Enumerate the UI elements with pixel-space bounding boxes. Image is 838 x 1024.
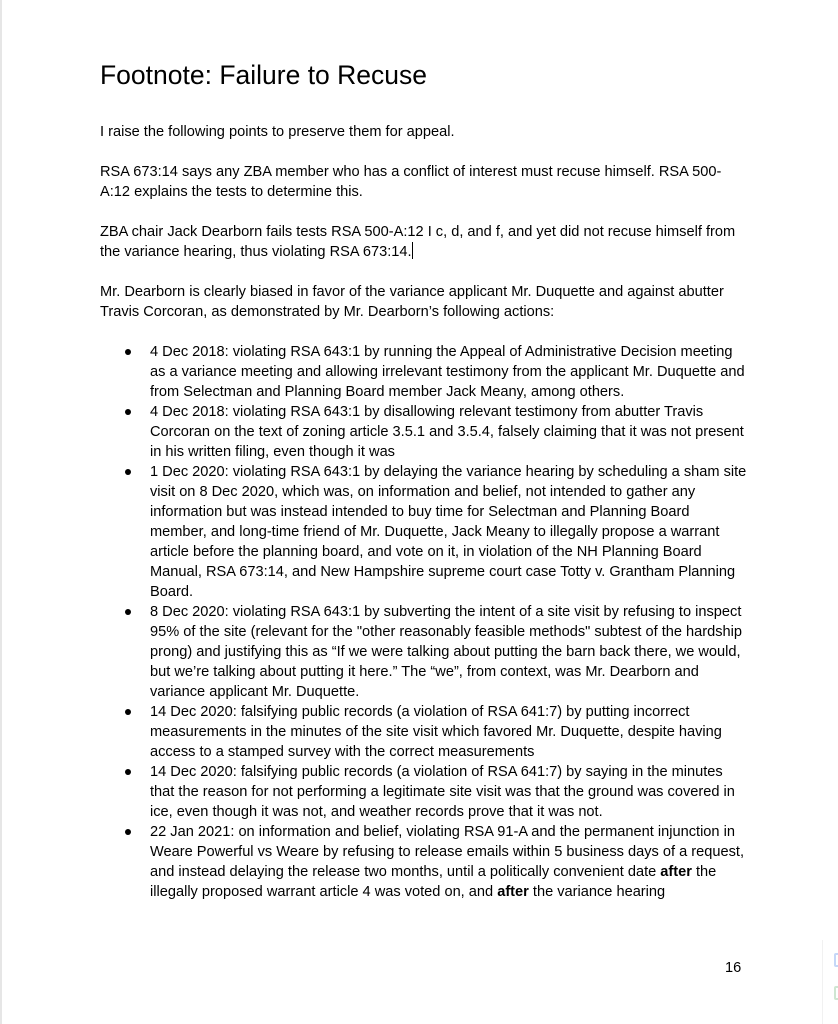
- page-title: Footnote: Failure to Recuse: [100, 60, 428, 90]
- bullet-icon: [125, 769, 131, 775]
- paragraph-chair-fails-tests: [100, 222, 740, 262]
- list-item: [100, 762, 748, 822]
- bullet-icon: [125, 709, 131, 715]
- bullet-icon: [125, 469, 131, 475]
- list-item-text-part: 22 Jan 2021: on information and belief, violating RSA 91-A and the permanent injunction in Weare Powerful vs Weare by refusing to release emails within 5 business days of a request, and instead delaying the release two months, until a politically convenient date: [150, 824, 745, 880]
- text-cursor: [412, 242, 413, 259]
- bullet-icon: [125, 349, 131, 355]
- add-comment-icon[interactable]: [834, 953, 838, 967]
- bold-emphasis: after: [660, 864, 692, 880]
- bullet-icon: [125, 609, 131, 615]
- list-item: [100, 702, 748, 762]
- side-actions-panel: [822, 940, 838, 1024]
- page-number: 16: [725, 960, 742, 976]
- list-item-text: 1 Dec 2020: violating RSA 643:1 by delaying the variance hearing by scheduling a sham site visit on 8 Dec 2020, which was, on information and belief, not intended to gather any information but was instead intended to buy time for Selectman and Planning Board member, and long-time friend of Mr. Duquette, Jack Meany to illegally propose a warrant article before the planning board, and vote on it, in violation of the NH Planning Board Manual, RSA 673:14, and New Hampshire supreme court case Totty v. Grantham Planning Board.: [150, 464, 747, 600]
- list-item-text: 14 Dec 2020: falsifying public records (a violation of RSA 641:7) by putting incorrect measurements in the minutes of the site visit which favored Mr. Duquette, despite having access to a stamped survey with the correct measurements: [150, 704, 722, 760]
- list-item-text-part: the illegally proposed warrant article 4 was voted on, and: [150, 864, 717, 900]
- list-item: [100, 602, 748, 702]
- list-item-text: 4 Dec 2018: violating RSA 643:1 by running the Appeal of Administrative Decision meeting as a variance meeting and allowing irrelevant testimony from the applicant Mr. Duquette and from Selectman and Planning Board member Jack Meany, among others.: [150, 344, 745, 400]
- list-item-text-part: the variance hearing: [528, 884, 666, 900]
- list-item-text: 8 Dec 2020: violating RSA 643:1 by subverting the intent of a site visit by refusing to inspect 95% of the site (relevant for the "other reasonably feasible methods" subtest of the hardship prong) and justifying this as “If we were talking about putting the barn back there, we would, but we’re talking about putting it here.” The “we”, from context, was Mr. Dearborn and variance applicant Mr. Duquette.: [150, 604, 743, 700]
- list-item-text: 14 Dec 2020: falsifying public records (a violation of RSA 641:7) by saying in the minutes that the reason for not performing a legitimate site visit was that the ground was covered in ice, even though it was not, and weather records prove that it was not.: [150, 764, 735, 820]
- bullet-icon: [125, 829, 131, 835]
- paragraph-rsa-recusal: RSA 673:14 says any ZBA member who has a conflict of interest must recuse himself. RSA 500-A:12 explains the tests to determine this.: [100, 164, 722, 200]
- list-item: [100, 822, 748, 902]
- bold-emphasis: after: [497, 884, 529, 900]
- list-item: [100, 342, 748, 402]
- suggest-edits-icon[interactable]: [834, 986, 838, 1000]
- paragraph-chair-fails-tests-text: ZBA chair Jack Dearborn fails tests RSA 500-A:12 I c, d, and f, and yet did not recuse himself from the variance hearing, thus violating RSA 673:14.: [100, 224, 736, 260]
- list-item: [100, 462, 748, 602]
- list-item: [100, 402, 748, 462]
- list-item-text: 4 Dec 2018: violating RSA 643:1 by disallowing relevant testimony from abutter Travis Corcoran on the text of zoning article 3.5.1 and 3.5.4, falsely claiming that it was not present in his written filing, even though it was: [150, 404, 744, 460]
- paragraph-bias-summary: Mr. Dearborn is clearly biased in favor of the variance applicant Mr. Duquette and against abutter Travis Corcoran, as demonstrated by Mr. Dearborn’s following actions:: [100, 284, 724, 320]
- paragraph-appeal-intro: I raise the following points to preserve them for appeal.: [100, 124, 455, 140]
- actions-bullet-list: [100, 342, 748, 902]
- bullet-icon: [125, 409, 131, 415]
